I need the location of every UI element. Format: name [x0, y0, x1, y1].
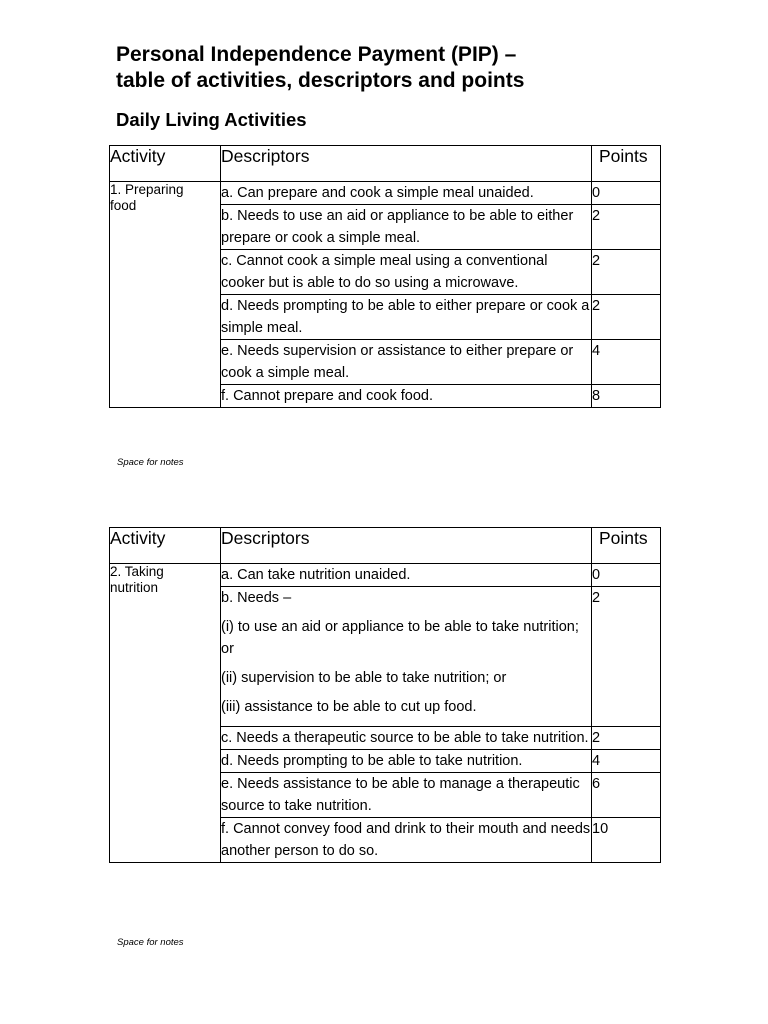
header-points: Points — [592, 528, 661, 564]
activity-table-preparing-food — [109, 145, 661, 408]
activity-name — [110, 564, 221, 863]
header-activity: Activity — [110, 528, 221, 564]
points-cell: 2 — [592, 250, 661, 295]
header-descriptors: Descriptors — [221, 146, 592, 182]
header-descriptors: Descriptors — [221, 528, 592, 564]
points-cell: 2 — [592, 587, 661, 727]
activity-name-line-2: food — [110, 198, 137, 213]
points-cell: 8 — [592, 385, 661, 408]
descriptor-cell: e. Needs supervision or assistance to either prepare or cook a simple meal. — [221, 340, 592, 385]
descriptor-cell: c. Needs a therapeutic source to be able to take nutrition. — [221, 727, 592, 750]
table-row — [110, 564, 661, 587]
descriptor-cell: b. Needs to use an aid or appliance to be able to either prepare or cook a simple meal. — [221, 205, 592, 250]
descriptor-cell: a. Can take nutrition unaided. — [221, 564, 592, 587]
page-title — [116, 42, 716, 94]
descriptor-intro: b. Needs – — [221, 590, 292, 606]
activity-name-line-1: 1. Preparing — [110, 182, 184, 197]
header-activity: Activity — [110, 146, 221, 182]
title-line-2: table of activities, descriptors and points — [116, 69, 525, 92]
table-header-row — [110, 528, 661, 564]
points-cell: 10 — [592, 818, 661, 863]
descriptor-subitem: (ii) supervision to be able to take nutrition; or — [221, 670, 507, 686]
descriptor-subitem: (i) to use an aid or appliance to be able to take nutrition; or — [221, 619, 579, 657]
notes-label: Space for notes — [117, 457, 184, 468]
descriptor-cell: f. Cannot convey food and drink to their mouth and needs another person to do so. — [221, 818, 592, 863]
descriptor-cell — [221, 587, 592, 727]
section-subtitle: Daily Living Activities — [116, 109, 307, 130]
activity-table-taking-nutrition — [109, 527, 661, 863]
table-row — [110, 182, 661, 205]
points-cell: 2 — [592, 295, 661, 340]
points-cell: 2 — [592, 205, 661, 250]
points-cell: 6 — [592, 773, 661, 818]
descriptor-cell: d. Needs prompting to be able to either prepare or cook a simple meal. — [221, 295, 592, 340]
title-line-1: Personal Independence Payment (PIP) – — [116, 43, 517, 66]
notes-label: Space for notes — [117, 937, 184, 948]
descriptor-cell: f. Cannot prepare and cook food. — [221, 385, 592, 408]
activity-name — [110, 182, 221, 408]
header-points: Points — [592, 146, 661, 182]
descriptor-cell: d. Needs prompting to be able to take nutrition. — [221, 750, 592, 773]
points-cell: 2 — [592, 727, 661, 750]
points-cell: 4 — [592, 340, 661, 385]
descriptor-cell: a. Can prepare and cook a simple meal unaided. — [221, 182, 592, 205]
points-cell: 0 — [592, 564, 661, 587]
activity-name-line-2: nutrition — [110, 580, 159, 595]
descriptor-subitem: (iii) assistance to be able to cut up food. — [221, 699, 477, 715]
descriptor-cell: c. Cannot cook a simple meal using a conventional cooker but is able to do so using a microwave. — [221, 250, 592, 295]
activity-name-line-1: 2. Taking — [110, 564, 164, 579]
descriptor-cell: e. Needs assistance to be able to manage a therapeutic source to take nutrition. — [221, 773, 592, 818]
table-header-row — [110, 146, 661, 182]
points-cell: 0 — [592, 182, 661, 205]
points-cell: 4 — [592, 750, 661, 773]
